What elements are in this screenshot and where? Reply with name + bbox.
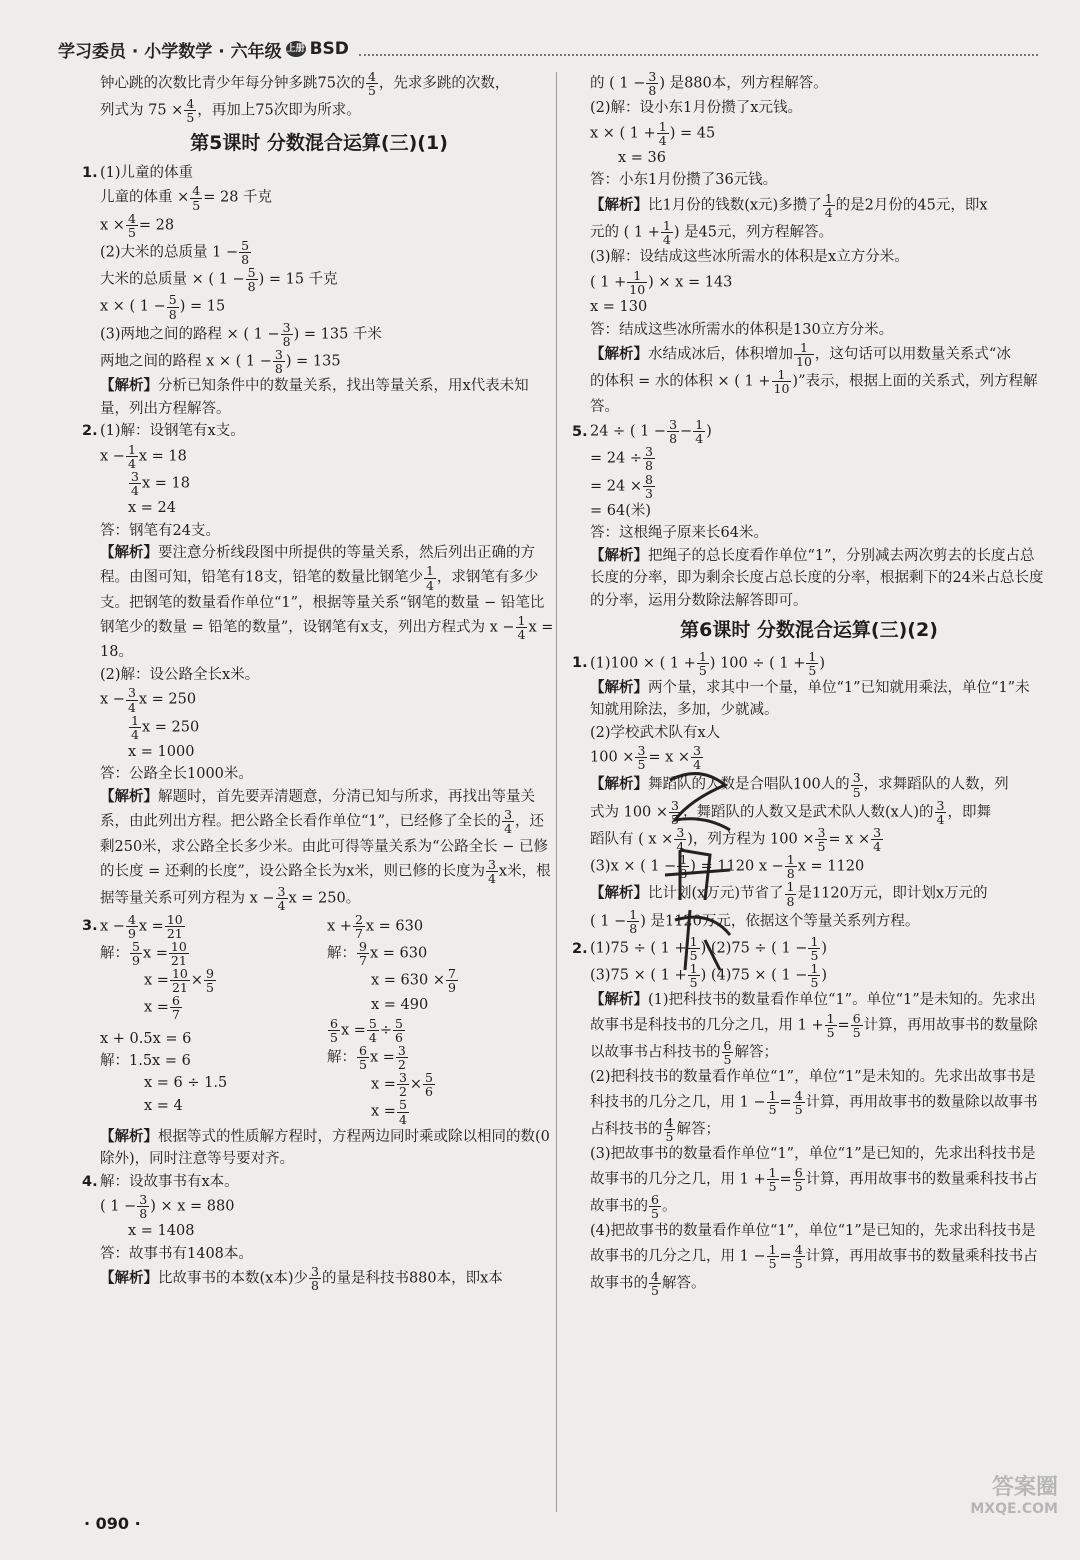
analysis: 【解析】比1月份的钱数(x元)多攒了 $\frac{1}{4}$ 的是2月份的45元，即x (590, 190, 988, 221)
analysis: 【解析】(1)把科技书的数量看作单位“1”。单位“1”是未知的。先求出故事书是科技书的几分之几，用 1 + $\frac{1}{5}$ = $\frac{6}{5}$ 计算，再用故事书的数量除以故事书占科技书的 $\frac{6}{5}$ 解答； (590, 991, 1038, 1068)
page-number: · 090 · (84, 1514, 141, 1533)
question-2: 2. (1)75 ÷ ( 1 + $\frac{1}{5}$ ) (2)75 ÷ ( 1 − $\frac{1}{5}$ ) (572, 933, 828, 964)
intro-line: 钟心跳的次数比青少年每分钟多跳75次的 $\frac{4}{5}$ ，先求多跳的次数， (100, 69, 510, 99)
left-column: 钟心跳的次数比青少年每分钟多跳75次的 $\frac{4}{5}$ ，先求多跳的次数， 列式为 75 × $\frac{4}{5}$ ，再加上75次即为所求。 第5课时 分数混合运算(三)(1) 1. (1)儿童的体重 儿童的体重 × $\frac{4}{5}$ = 28 千克 x × $\frac{4}{5}$ = 28 (2)大米的总质量 1 − $\frac{5}{8}$ 大米的总质量 × ( 1 − $\frac{5}{8}$ ) = 15 千克 x × ( 1 − $\frac{5}{8}$ ) = 15 (3)两地之间的路程 × ( 1 − $\frac{3}{8}$ ) = 135 千米 两地之间的路程 x × ( 1 − $\frac{3}{8}$ ) = 135 【解析】分析已知条件中的数量关系，找出等量关系，用x代表未知量，列出方程解答。 2. (1)解：设钢笔有x支。 x − $\frac{1}{4}$ x = 18 $\frac{3}{4}$ x = 18 x = 24 答：钢笔有24支。 【解析】要注意分析线段图中所提供的等量关系，然后列出正确的方程。由图可知，铅笔有18支，铅笔的数量比钢笔少 $\frac{1}{4}$ ，求钢笔有多少支。把钢笔的数量看作单位“1”，根据等量关系“钢笔的数量 − 铅笔比钢笔少的数量 = 铅笔的数量”，设钢笔有x支，列出方程式为 x − $\frac{1}{4}$ x = 18。 (2)解：设公路全长x米。 x − $\frac{3}{4}$ x = 250 $\frac{1}{4}$ x = 250 x = 1000 答：公路全长1000米。 【解析】解题时，首先要弄清题意，分清已知与所求，再找出等量关系，由此列出方程。把公路全长看作单位“1”，已经修了全长的 $\frac{3}{4}$ ，还剩250米，求公路全长多少米。由此可得等量关系为“公路全长 − 已修的长度 = 还剩的长度”，设公路全长为x米，则已修的长度为 $\frac{3}{4}$ x米，根据等量关系可列方程为 x − $\frac{3}{4}$ x = 250。 3. x − $\frac{4}{9}$ x = $\frac{10}{21}$ 解： $\frac{5}{9}$ x = $\frac{10}{21}$ x = $\frac{10}{21}$ × $\frac{9}{5}$ x = $\frac{6}{7}$ x + 0.5x = 6 解：1.5x = 6 x = 6 ÷ 1.5 x = 4 x + $\frac{2}{7}$ x = 630 解： $\frac{9}{7}$ x = 630 x = 630 × $\frac{7}{9}$ x = 490 $\frac{6}{5}$ x = $\frac{5}{4}$ ÷ $\frac{5}{6}$ 解： $\frac{6}{5}$ x = $\frac{3}{2}$ x = $\frac{3}{2}$ × $\frac{5}{6}$ x = $\frac{5}{4}$ 【解析】根据等式的性质解方程时，方程两边同时乘或除以相同的数(0除外)，同时注意等号要对齐。 4. 解：设故事书有x本。 ( 1 − $\frac{3}{8}$ ) × x = 880 x = 1408 答：故事书有1408本。 【解析】比故事书的本数(x本)少 $\frac{3}{8}$ 的量是科技书880本，即x本 (82, 69, 554, 1294)
analysis: 【解析】比计划(x万元)节省了 $\frac{1}{8}$ 是1120万元，即计划x万元的 (590, 879, 988, 909)
right-column: 的 ( 1 − $\frac{3}{8}$ ) 是880本，列方程解答。 (2)解：设小东1月份攒了x元钱。 x × ( 1 + $\frac{1}{4}$ ) = 45 x = 36 答：小东1月份攒了36元钱。 【解析】比1月份的钱数(x元)多攒了 $\frac{1}{4}$ 的是2月份的45元，即x 元的 ( 1 + $\frac{1}{4}$ ) 是45元，列方程解答。 (3)解：设结成这些冰所需水的体积是x立方分米。 ( 1 + $\frac{1}{10}$ ) × x = 143 x = 130 答：结成这些冰所需水的体积是130立方分米。 【解析】水结成冰后，体积增加 $\frac{1}{10}$ ，这句话可以用数量关系式“冰 的体积 = 水的体积 × ( 1 + $\frac{1}{10}$ )”表示，根据上面的关系式，列方程解答。 5. 24 ÷ ( 1 − $\frac{3}{8}$ − $\frac{1}{4}$ ) = 24 ÷ $\frac{3}{8}$ = 24 × $\frac{8}{3}$ = 64(米) 答：这根绳子原来长64米。 【解析】把绳子的总长度看作单位“1”，分别减去两次剪去的长度占总长度的分率，即为剩余长度占总长度的分率，根据剩下的24米占总长度的分率，运用分数除法解答即可。 第6课时 分数混合运算(三)(2) 1. (1)100 × ( 1 + $\frac{1}{5}$ ) 100 ÷ ( 1 + $\frac{1}{5}$ ) 【解析】两个量，求其中一个量，单位“1”已知就用乘法，单位“1”未知就用除法，多加，少就减。 (2)学校武术队有x人 100 × $\frac{3}{5}$ = x × $\frac{3}{4}$ 【解析】舞蹈队的人数是合唱队100人的 $\frac{3}{5}$ ，求舞蹈队的人数，列 式为 100 × $\frac{3}{5}$ ；舞蹈队的人数又是武术队人数(x人)的 $\frac{3}{4}$ ，即舞 蹈队有 ( x × $\frac{3}{4}$ )，列方程为 100 × $\frac{3}{5}$ = x × $\frac{3}{4}$ (3)x × ( 1 − $\frac{1}{8}$ ) = 1120 x − $\frac{1}{8}$ x = 1120 【解析】比计划(x万元)节省了 $\frac{1}{8}$ 是1120万元，即计划x万元的 ( 1 − $\frac{1}{8}$ ) 是1120万元，依据这个等量关系列方程。 2. (1)75 ÷ ( 1 + $\frac{1}{5}$ ) (2)75 ÷ ( 1 − $\frac{1}{5}$ ) (3)75 × ( 1 + $\frac{1}{5}$ ) (4)75 × ( 1 − $\frac{1}{5}$ ) 【解析】(1)把科技书的数量看作单位“1”。单位“1”是未知的。先求出故事书是科技书的几分之几，用 1 + $\frac{1}{5}$ = $\frac{6}{5}$ 计算，再用故事书的数量除以故事书占科技书的 $\frac{6}{5}$ 解答； (2)把科技书的数量看作单位“1”，单位“1”是未知的。先求出故事书是科技书的几分之几，用 1 − $\frac{1}{5}$ = $\frac{4}{5}$ 计算，再用故事书的数量除以故事书占科技书的 $\frac{4}{5}$ 解答； (3)把故事书的数量看作单位“1”，单位“1”是已知的，先求出科技书是故事书的几分之几，用 1 + $\frac{1}{5}$ = $\frac{6}{5}$ 计算，再用故事书的数量乘科技书占故事书的 $\frac{6}{5}$ 。 (4)把故事书的数量看作单位“1”，单位“1”是已知的，先求出科技书是故事书的几分之几，用 1 − $\frac{1}{5}$ = $\frac{4}{5}$ 计算，再用故事书的数量乘科技书占故事书的 $\frac{4}{5}$ 解答。 (572, 69, 1044, 1299)
analysis: 【解析】解题时，首先要弄清题意，分清已知与所求，再找出等量关系，由此列出方程。把公路全长看作单位“1”，已经修了全长的 $\frac{3}{4}$ ，还剩250米，求公路全长多少米。由此可得等量关系为“公路全长 − 已修的长度 = 还剩的长度”，设公路全长为x米，则已修的长度为 $\frac{3}{4}$ x米，根据等量关系可列方程为 x − $\frac{3}{4}$ x = 250。 (100, 787, 551, 914)
intro-line: 列式为 75 × $\frac{4}{5}$ ，再加上75次即为所求。 (100, 96, 361, 126)
handwriting-mark (650, 760, 750, 980)
question-1: 1. (1)儿童的体重 (82, 164, 194, 181)
analysis: 【解析】把绳子的总长度看作单位“1”，分别减去两次剪去的长度占总长度的分率，即为剩余长度占总长度的分率，根据剩下的24米占总长度的分率，运用分数除法解答即可。 (590, 546, 1044, 609)
watermark: 答案圈 MXQE.COM (970, 1475, 1058, 1517)
question-1: 1. (1)100 × ( 1 + $\frac{1}{5}$ ) 100 ÷ ( 1 + $\frac{1}{5}$ ) (572, 648, 825, 678)
header-rule (359, 42, 1038, 56)
lesson-title: 第6课时 分数混合运算(三)(2) (680, 619, 938, 642)
header-title: 学习委员 · 小学数学 · 六年级 (58, 41, 282, 62)
analysis: 【解析】舞蹈队的人数是合唱队100人的 $\frac{3}{5}$ ，求舞蹈队的人数，列 (590, 770, 1009, 800)
analysis: 【解析】分析已知条件中的数量关系，找出等量关系，用x代表未知量，列出方程解答。 (100, 377, 529, 417)
analysis: 【解析】比故事书的本数(x本)少 $\frac{3}{8}$ 的量是科技书880本，即x本 (100, 1264, 503, 1294)
header-edition: BSD (309, 39, 349, 59)
page-header (58, 36, 1038, 62)
header-badge: 上册 (286, 41, 306, 57)
question-4: 4. 解：设故事书有x本。 (82, 1173, 239, 1190)
analysis: 【解析】根据等式的性质解方程时，方程两边同时乘或除以相同的数(0除外)，同时注意等号要对齐。 (100, 1127, 550, 1168)
analysis: 【解析】水结成冰后，体积增加 $\frac{1}{10}$ ，这句话可以用数量关系式“冰 (590, 340, 1011, 370)
analysis: 【解析】两个量，求其中一个量，单位“1”已知就用乘法，单位“1”未知就用除法，多加，少就减。 (590, 678, 1030, 719)
question-5: 5. 24 ÷ ( 1 − $\frac{3}{8}$ − $\frac{1}{4}$ ) (572, 417, 712, 447)
column-divider (556, 72, 557, 1512)
analysis: 【解析】要注意分析线段图中所提供的等量关系，然后列出正确的方程。由图可知，铅笔有18支，铅笔的数量比钢笔少 $\frac{1}{4}$ ，求钢笔有多少支。把钢笔的数量看作单位“1”，根据等量关系“钢笔的数量 − 铅笔比钢笔少的数量 = 铅笔的数量”，设钢笔有x支，列出方程式为 x − $\frac{1}{4}$ x = 18。 (100, 544, 554, 661)
lesson-title: 第5课时 分数混合运算(三)(1) (190, 131, 448, 154)
question-3: 3. x − $\frac{4}{9}$ x = $\frac{10}{21}$ 解： $\frac{5}{9}$ x = $\frac{10}{21}$ x = $\frac{10}{21}$ × $\frac{9}{5}$ x = $\frac{6}{7}$ x + 0.5x = 6 解：1.5x = 6 x = 6 ÷ 1.5 x = 4 x + $\frac{2}{7}$ x = 630 解： $\frac{9}{7}$ x = 630 x = 630 × $\frac{7}{9}$ x = 490 $\frac{6}{5}$ x = $\frac{5}{4}$ ÷ $\frac{5}{6}$ 解： $\frac{6}{5}$ x = $\frac{3}{2}$ x = $\frac{3}{2}$ × $\frac{5}{6}$ x = $\frac{5}{4}$ (82, 911, 456, 1127)
question-2: 2. (1)解：设钢笔有x支。 (82, 423, 245, 440)
